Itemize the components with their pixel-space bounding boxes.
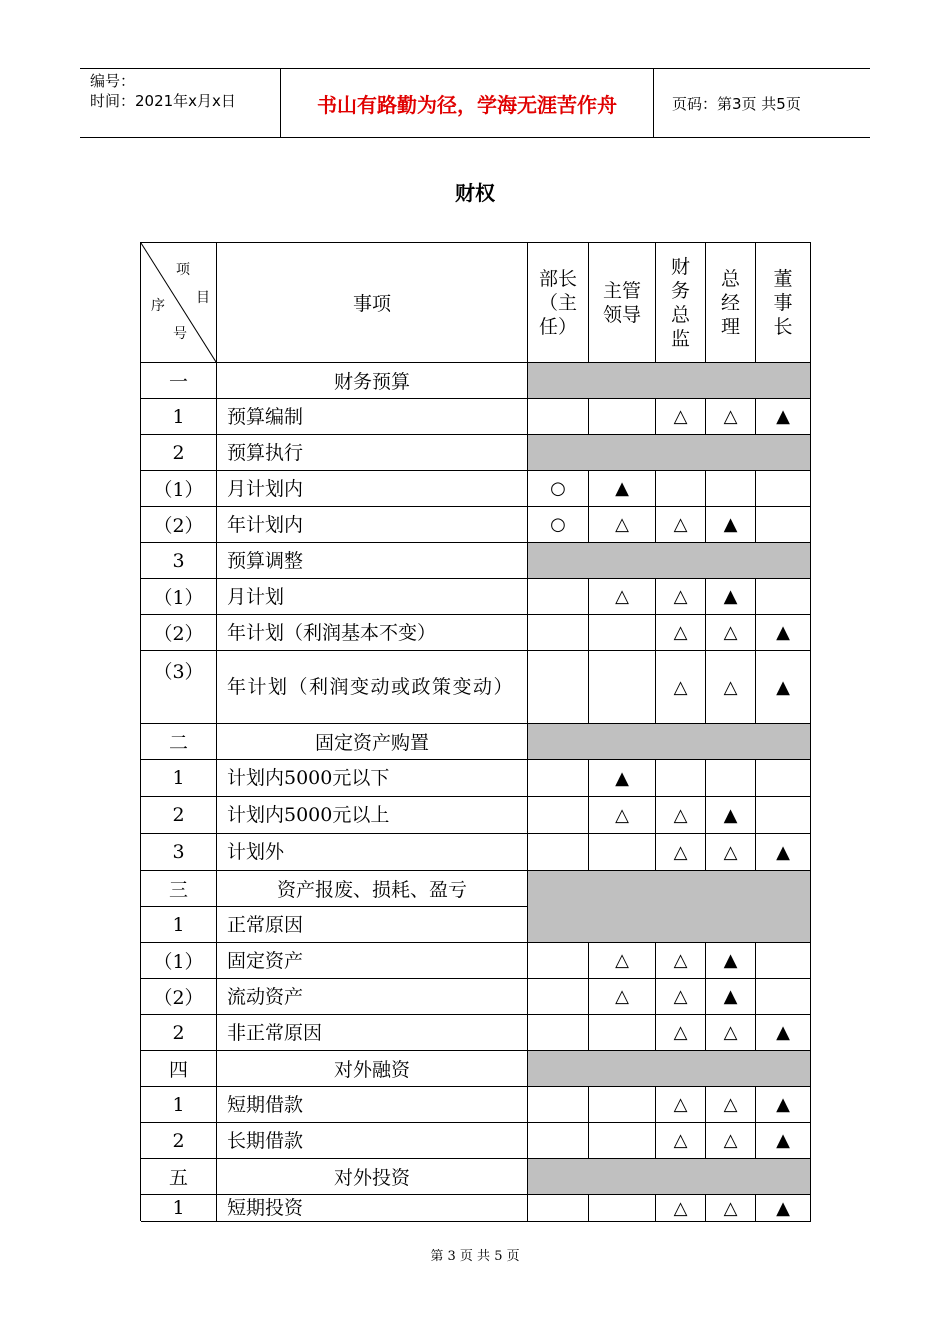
gray-merged-cell bbox=[528, 543, 811, 579]
approval-mark: △ bbox=[589, 943, 656, 979]
approval-mark: △ bbox=[656, 651, 706, 724]
row-item: 正常原因 bbox=[217, 907, 528, 943]
approval-mark bbox=[706, 471, 756, 507]
gray-merged-cell bbox=[528, 435, 811, 471]
approval-mark bbox=[528, 651, 589, 724]
row-seq: 1 bbox=[141, 1087, 217, 1123]
approval-mark: ▲ bbox=[706, 507, 756, 543]
row-item: 年计划（利润变动或政策变动） bbox=[217, 651, 528, 724]
approval-mark: ▲ bbox=[706, 579, 756, 615]
approval-mark: ○ bbox=[528, 507, 589, 543]
header-page-info: 页码：第3页 共5页 bbox=[672, 94, 801, 113]
row-seq: 五 bbox=[141, 1159, 217, 1195]
corner-label-mu: 目 bbox=[196, 290, 210, 306]
approval-mark bbox=[528, 760, 589, 797]
approval-mark bbox=[589, 1015, 656, 1051]
approval-mark: △ bbox=[706, 1087, 756, 1123]
approval-mark bbox=[589, 651, 656, 724]
approval-mark bbox=[656, 760, 706, 797]
authority-table bbox=[140, 242, 811, 1221]
approval-mark bbox=[706, 760, 756, 797]
approval-mark bbox=[756, 797, 811, 834]
approval-mark bbox=[656, 471, 706, 507]
approval-mark: ▲ bbox=[756, 1123, 811, 1159]
approval-mark bbox=[756, 943, 811, 979]
row-seq: 一 bbox=[141, 363, 217, 399]
approval-mark bbox=[756, 471, 811, 507]
column-header-role: 总 经 理 bbox=[706, 243, 756, 363]
row-seq: 1 bbox=[141, 907, 217, 943]
row-seq: （2） bbox=[141, 979, 217, 1015]
row-item: 短期投资 bbox=[217, 1195, 528, 1222]
row-seq: （1） bbox=[141, 471, 217, 507]
row-seq: 2 bbox=[141, 1015, 217, 1051]
approval-mark bbox=[589, 1123, 656, 1159]
approval-mark: △ bbox=[656, 1195, 706, 1222]
approval-mark: ▲ bbox=[589, 760, 656, 797]
approval-mark: ▲ bbox=[756, 834, 811, 871]
row-seq: （2） bbox=[141, 507, 217, 543]
row-item: 预算编制 bbox=[217, 399, 528, 435]
time-label: 时间：2021年x月x日 bbox=[90, 92, 236, 110]
approval-mark: ▲ bbox=[756, 399, 811, 435]
approval-mark: △ bbox=[656, 1123, 706, 1159]
row-seq: 2 bbox=[141, 1123, 217, 1159]
page-footer: 第 3 页 共 5 页 bbox=[430, 1249, 520, 1264]
approval-mark: △ bbox=[656, 579, 706, 615]
approval-mark: △ bbox=[706, 615, 756, 651]
approval-mark bbox=[528, 615, 589, 651]
approval-mark bbox=[589, 1195, 656, 1222]
row-item: 固定资产购置 bbox=[217, 724, 528, 760]
row-item: 预算调整 bbox=[217, 543, 528, 579]
approval-mark: △ bbox=[656, 943, 706, 979]
row-item: 年计划内 bbox=[217, 507, 528, 543]
row-item: 对外投资 bbox=[217, 1159, 528, 1195]
approval-mark: ▲ bbox=[756, 1087, 811, 1123]
approval-mark: △ bbox=[589, 579, 656, 615]
approval-mark: ▲ bbox=[756, 1015, 811, 1051]
row-item: 长期借款 bbox=[217, 1123, 528, 1159]
approval-mark: △ bbox=[656, 1015, 706, 1051]
header-motto: 书山有路勤为径，学海无涯苦作舟 bbox=[281, 69, 654, 137]
approval-mark bbox=[589, 399, 656, 435]
row-item: 短期借款 bbox=[217, 1087, 528, 1123]
approval-mark: △ bbox=[706, 651, 756, 724]
corner-header-cell bbox=[141, 243, 217, 363]
approval-mark: △ bbox=[656, 797, 706, 834]
row-item: 计划内5000元以上 bbox=[217, 797, 528, 834]
approval-mark: ○ bbox=[528, 471, 589, 507]
row-item: 月计划 bbox=[217, 579, 528, 615]
row-seq: （3） bbox=[141, 651, 217, 724]
approval-mark bbox=[589, 615, 656, 651]
row-item: 资产报废、损耗、盈亏 bbox=[217, 871, 528, 907]
approval-mark: ▲ bbox=[756, 615, 811, 651]
approval-mark: ▲ bbox=[756, 651, 811, 724]
approval-mark: △ bbox=[589, 979, 656, 1015]
approval-mark bbox=[528, 399, 589, 435]
approval-mark bbox=[528, 797, 589, 834]
row-item: 对外融资 bbox=[217, 1051, 528, 1087]
approval-mark: △ bbox=[656, 834, 706, 871]
approval-mark: △ bbox=[706, 1015, 756, 1051]
row-seq: 2 bbox=[141, 435, 217, 471]
row-item: 年计划（利润基本不变） bbox=[217, 615, 528, 651]
row-seq: （1） bbox=[141, 579, 217, 615]
row-seq: 1 bbox=[141, 399, 217, 435]
corner-label-xu: 序 bbox=[151, 298, 165, 314]
approval-mark: ▲ bbox=[756, 1195, 811, 1222]
approval-mark bbox=[589, 1087, 656, 1123]
row-seq: 1 bbox=[141, 760, 217, 797]
header-meta bbox=[80, 69, 281, 137]
approval-mark: △ bbox=[589, 507, 656, 543]
row-seq: 3 bbox=[141, 834, 217, 871]
row-item: 计划内5000元以下 bbox=[217, 760, 528, 797]
column-header-role: 主管 领导 bbox=[589, 243, 656, 363]
row-seq: 四 bbox=[141, 1051, 217, 1087]
column-header-role: 部长 （主 任） bbox=[528, 243, 589, 363]
approval-mark bbox=[528, 1087, 589, 1123]
row-item: 预算执行 bbox=[217, 435, 528, 471]
row-item: 计划外 bbox=[217, 834, 528, 871]
gray-merged-cell bbox=[528, 1051, 811, 1087]
gray-merged-cell bbox=[528, 363, 811, 399]
approval-mark: △ bbox=[706, 1123, 756, 1159]
approval-mark: ▲ bbox=[706, 979, 756, 1015]
approval-mark: ▲ bbox=[706, 797, 756, 834]
approval-mark: △ bbox=[706, 834, 756, 871]
approval-mark: ▲ bbox=[589, 471, 656, 507]
approval-mark bbox=[756, 760, 811, 797]
row-seq: （1） bbox=[141, 943, 217, 979]
approval-mark: △ bbox=[656, 507, 706, 543]
row-seq: 三 bbox=[141, 871, 217, 907]
approval-mark: △ bbox=[656, 399, 706, 435]
approval-mark bbox=[528, 943, 589, 979]
corner-label-hao: 号 bbox=[173, 326, 187, 342]
approval-mark bbox=[756, 979, 811, 1015]
document-title: 财权 bbox=[455, 181, 495, 205]
approval-mark bbox=[589, 834, 656, 871]
column-header-matter: 事项 bbox=[217, 243, 528, 363]
page-header bbox=[80, 68, 870, 138]
approval-mark: △ bbox=[706, 1195, 756, 1222]
approval-mark: △ bbox=[706, 399, 756, 435]
approval-mark bbox=[756, 579, 811, 615]
approval-mark bbox=[528, 834, 589, 871]
gray-merged-cell bbox=[528, 1159, 811, 1195]
approval-mark bbox=[528, 1015, 589, 1051]
row-seq: （2） bbox=[141, 615, 217, 651]
approval-mark bbox=[528, 579, 589, 615]
approval-mark bbox=[528, 979, 589, 1015]
column-header-role: 董 事 长 bbox=[756, 243, 811, 363]
row-seq: 二 bbox=[141, 724, 217, 760]
row-seq: 1 bbox=[141, 1195, 217, 1222]
approval-mark: △ bbox=[656, 615, 706, 651]
row-item: 流动资产 bbox=[217, 979, 528, 1015]
row-item: 非正常原因 bbox=[217, 1015, 528, 1051]
column-header-role: 财 务 总 监 bbox=[656, 243, 706, 363]
approval-mark bbox=[528, 1123, 589, 1159]
corner-label-xiang: 项 bbox=[176, 262, 190, 278]
row-item: 月计划内 bbox=[217, 471, 528, 507]
approval-mark bbox=[756, 507, 811, 543]
approval-mark bbox=[528, 1195, 589, 1222]
row-item: 财务预算 bbox=[217, 363, 528, 399]
row-seq: 2 bbox=[141, 797, 217, 834]
approval-mark: △ bbox=[656, 979, 706, 1015]
approval-mark: △ bbox=[589, 797, 656, 834]
number-label: 编号： bbox=[90, 72, 136, 90]
gray-merged-cell bbox=[528, 724, 811, 760]
approval-mark: △ bbox=[656, 1087, 706, 1123]
row-item: 固定资产 bbox=[217, 943, 528, 979]
gray-merged-cell bbox=[528, 871, 811, 943]
approval-mark: ▲ bbox=[706, 943, 756, 979]
row-seq: 3 bbox=[141, 543, 217, 579]
